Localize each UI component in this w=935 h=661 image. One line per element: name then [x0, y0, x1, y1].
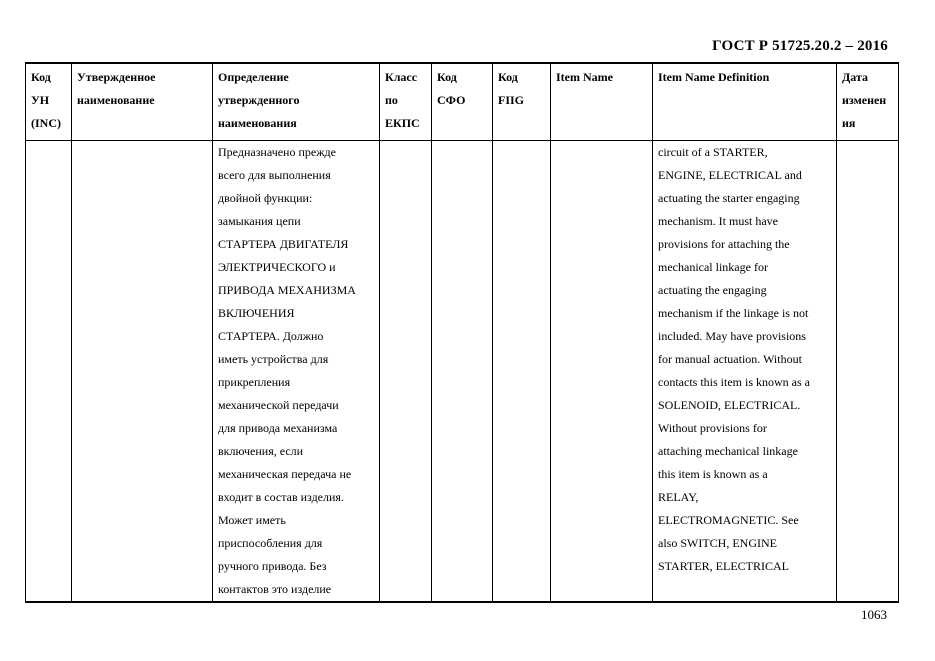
- header-text-line: УН: [31, 93, 50, 107]
- header-text-line: Класс: [385, 70, 418, 84]
- cell-definition-en: [653, 141, 837, 603]
- page-number: 1063: [861, 607, 887, 622]
- header-text-line: изменен: [842, 93, 887, 107]
- header-text-line: Утвержденное: [77, 70, 156, 84]
- header-approved-name: [72, 63, 213, 141]
- definition-text-line: включения, если: [218, 444, 304, 458]
- document-code: ГОСТ Р 51725.20.2 – 2016: [712, 38, 888, 54]
- header-ekps-class: [380, 63, 432, 141]
- definition-text-line: прикрепления: [218, 375, 291, 389]
- header-fiig-code: [493, 63, 551, 141]
- definition-text-line: included. May have provisions: [658, 329, 806, 343]
- definition-text-line: this item is known as a: [658, 467, 768, 481]
- header-text-line: ия: [842, 116, 856, 130]
- definition-text-line: замыкания цепи: [218, 214, 301, 228]
- definition-text-line: provisions for attaching the: [658, 237, 790, 251]
- definition-text-line: ЭЛЕКТРИЧЕСКОГО и: [218, 260, 336, 274]
- definition-text-line: механическая передача не: [218, 467, 352, 481]
- definition-text-line: механической передачи: [218, 398, 339, 412]
- header-text-line: Дата: [842, 70, 868, 84]
- definition-text-line: attaching mechanical linkage: [658, 444, 798, 458]
- cell-definition-ru: [213, 141, 380, 603]
- definition-text-line: mechanical linkage for: [658, 260, 768, 274]
- definition-text-line: actuating the engaging: [658, 283, 767, 297]
- header-text-line: ЕКПС: [385, 116, 420, 130]
- header-item-name-definition: [653, 63, 837, 141]
- definition-text-line: Without provisions for: [658, 421, 767, 435]
- header-text-line: FIIG: [498, 93, 525, 107]
- definition-text-line: ВКЛЮЧЕНИЯ: [218, 306, 295, 320]
- definition-text-line: actuating the starter engaging: [658, 191, 800, 205]
- definition-text-line: ручного привода. Без: [218, 559, 327, 573]
- definition-text-line: Предназначено прежде: [218, 145, 336, 159]
- header-text-line: наименование: [77, 93, 155, 107]
- definition-text-line: SOLENOID, ELECTRICAL.: [658, 398, 801, 412]
- definition-text-line: for manual actuation. Without: [658, 352, 802, 366]
- definition-text-line: RELAY,: [658, 490, 699, 504]
- header-text-line: Код: [437, 70, 457, 84]
- header-text-line: Определение: [218, 70, 289, 84]
- cell-approved-name: [72, 141, 213, 603]
- definition-text-line: also SWITCH, ENGINE: [658, 536, 777, 550]
- header-text-line: Код: [498, 70, 518, 84]
- definition-text-line: ENGINE, ELECTRICAL and: [658, 168, 802, 182]
- definition-text-line: входит в состав изделия.: [218, 490, 344, 504]
- definition-text-line: contacts this item is known as a: [658, 375, 810, 389]
- header-text-line: Код: [31, 70, 51, 84]
- definition-text-line: двойной функции:: [218, 191, 313, 205]
- cell-inc-code: [26, 141, 72, 603]
- header-change-date: [837, 63, 899, 141]
- definition-text-line: приспособления для: [218, 536, 323, 550]
- cell-ekps-class: [380, 141, 432, 603]
- header-text-line: утвержденного: [218, 93, 300, 107]
- definition-text-line: контактов это изделие: [218, 582, 332, 596]
- cell-sfo-code: [432, 141, 493, 603]
- definition-text-line: всего для выполнения: [218, 168, 331, 182]
- header-text-line: СФО: [437, 93, 466, 107]
- definition-text-line: для привода механизма: [218, 421, 338, 435]
- cell-change-date: [837, 141, 899, 603]
- header-text-line: (INC): [31, 116, 61, 130]
- header-item-name: [551, 63, 653, 141]
- definition-text-line: mechanism. It must have: [658, 214, 778, 228]
- header-inc-code: [26, 63, 72, 141]
- definition-text-line: иметь устройства для: [218, 352, 329, 366]
- header-text-line: Item Name Definition: [658, 70, 770, 84]
- definition-text-line: СТАРТЕРА ДВИГАТЕЛЯ: [218, 237, 349, 251]
- definition-text-line: СТАРТЕРА. Должно: [218, 329, 324, 343]
- definition-text-line: mechanism if the linkage is not: [658, 306, 809, 320]
- definition-text-line: Может иметь: [218, 513, 286, 527]
- cell-item-name: [551, 141, 653, 603]
- table-header-row: [26, 63, 899, 141]
- specification-table: [25, 62, 899, 603]
- header-text-line: по: [385, 93, 398, 107]
- cell-fiig-code: [493, 141, 551, 603]
- header-text-line: Item Name: [556, 70, 613, 84]
- definition-text-line: ПРИВОДА МЕХАНИЗМА: [218, 283, 356, 297]
- definition-text-line: circuit of a STARTER,: [658, 145, 768, 159]
- header-text-line: наименования: [218, 116, 297, 130]
- definition-text-line: ELECTROMAGNETIC. See: [658, 513, 799, 527]
- table-row: [26, 141, 899, 603]
- header-sfo-code: [432, 63, 493, 141]
- definition-text-line: STARTER, ELECTRICAL: [658, 559, 789, 573]
- header-name-definition-ru: [213, 63, 380, 141]
